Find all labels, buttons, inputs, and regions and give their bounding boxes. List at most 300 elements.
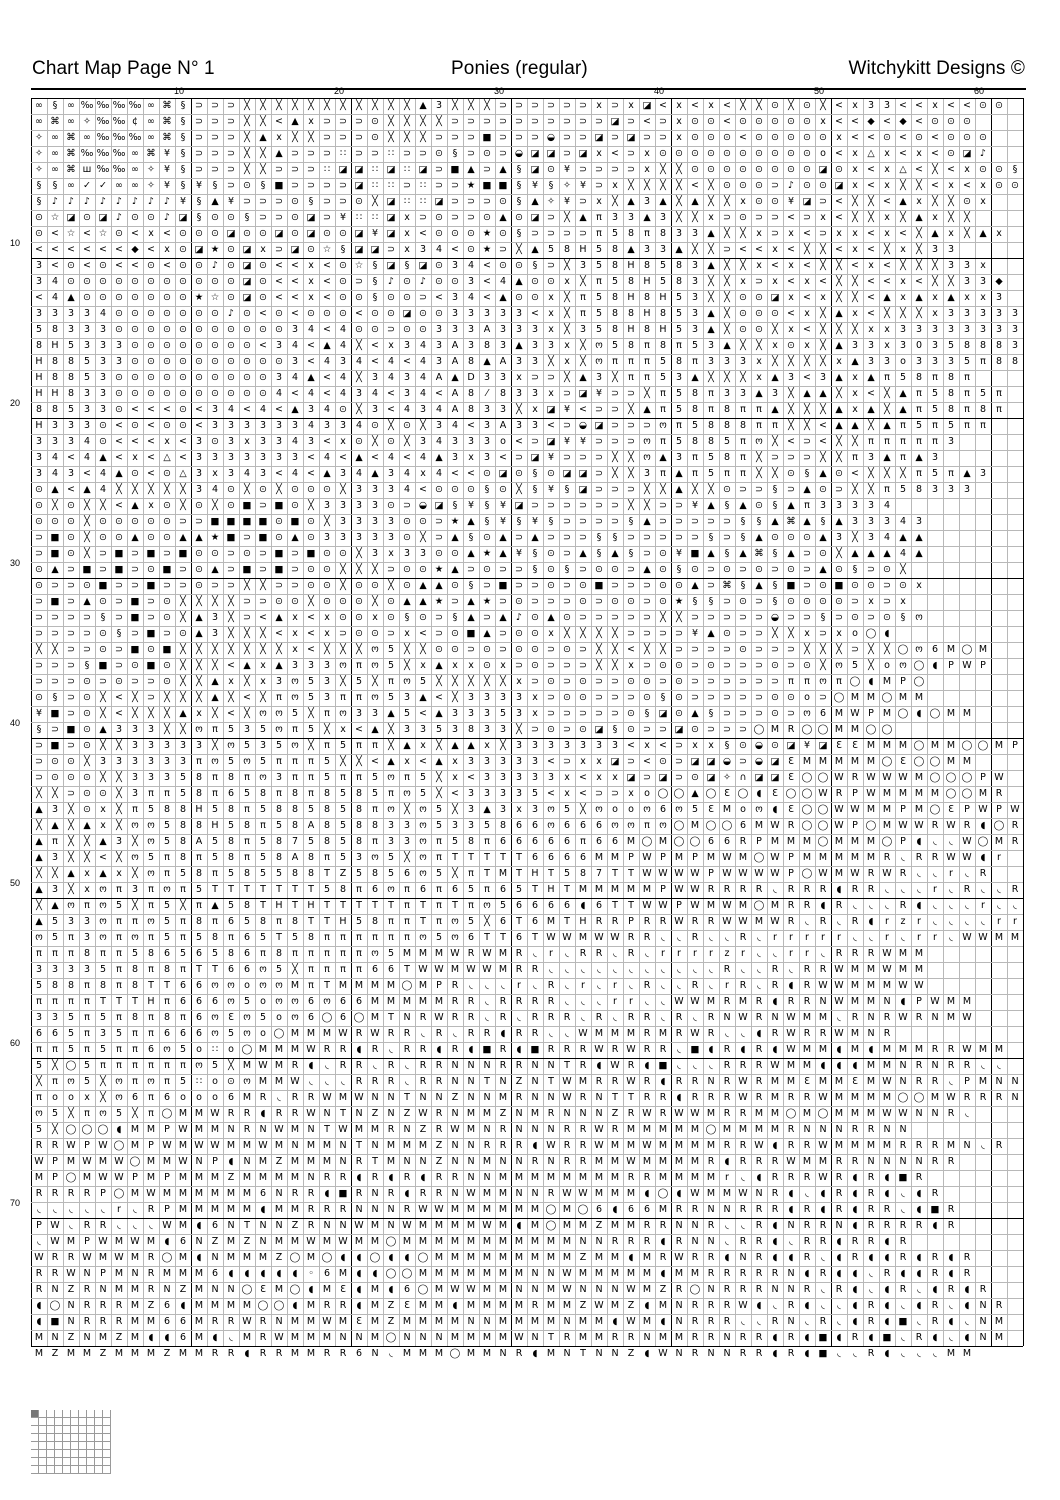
- stitch-symbol: ◪: [63, 210, 79, 226]
- stitch-symbol: ⊙: [431, 258, 447, 274]
- stitch-symbol: ⊃: [31, 674, 47, 690]
- stitch-symbol: M: [527, 1106, 543, 1122]
- stitch-symbol: ⊃: [543, 642, 559, 658]
- stitch-symbol: 8: [319, 802, 335, 818]
- stitch-symbol: §: [847, 562, 863, 578]
- stitch-symbol: M: [591, 1186, 607, 1202]
- stitch-symbol: 5: [239, 994, 255, 1010]
- stitch-symbol: ⊃: [127, 674, 143, 690]
- stitch-symbol: ◯: [927, 770, 943, 786]
- stitch-symbol: 8: [191, 914, 207, 930]
- stitch-symbol: H: [335, 914, 351, 930]
- stitch-symbol: 8: [47, 370, 63, 386]
- stitch-symbol: W: [639, 850, 655, 866]
- stitch-symbol: ╳: [639, 482, 655, 498]
- stitch-symbol: 3: [495, 754, 511, 770]
- stitch-symbol: 8: [671, 258, 687, 274]
- stitch-symbol: ⊙: [543, 674, 559, 690]
- stitch-symbol: R: [639, 1010, 655, 1026]
- stitch-symbol: ⊃: [751, 210, 767, 226]
- stitch-symbol: T: [623, 898, 639, 914]
- stitch-symbol: M: [767, 898, 783, 914]
- stitch-symbol: ╳: [207, 658, 223, 674]
- stitch-symbol: M: [191, 1202, 207, 1218]
- stitch-symbol: P: [991, 802, 1007, 818]
- stitch-symbol: ⊃: [575, 226, 591, 242]
- stitch-symbol: 6: [591, 898, 607, 914]
- stitch-symbol: ◖: [447, 1298, 463, 1314]
- stitch-symbol: 3: [31, 1010, 47, 1026]
- stitch-symbol: ◟: [303, 1074, 319, 1090]
- stitch-symbol: ⊙: [975, 162, 991, 178]
- stitch-symbol: x: [399, 226, 415, 242]
- stitch-symbol: 3: [287, 450, 303, 466]
- stitch-symbol: 3: [143, 754, 159, 770]
- stitch-symbol: ╳: [447, 98, 463, 114]
- stitch-symbol: ⊃: [415, 290, 431, 306]
- stitch-symbol: ⊙: [543, 274, 559, 290]
- stitch-symbol: R: [31, 1266, 47, 1282]
- stitch-symbol: ◟: [895, 1346, 911, 1362]
- stitch-symbol: R: [911, 1330, 927, 1346]
- stitch-symbol: M: [879, 818, 895, 834]
- stitch-symbol: M: [751, 818, 767, 834]
- stitch-symbol: ◖: [287, 1298, 303, 1314]
- stitch-symbol: ო: [415, 930, 431, 946]
- stitch-symbol: M: [175, 1186, 191, 1202]
- stitch-symbol: x: [575, 754, 591, 770]
- stitch-symbol: 5: [335, 802, 351, 818]
- stitch-symbol: r: [799, 930, 815, 946]
- stitch-symbol: ⊃: [527, 226, 543, 242]
- stitch-symbol: R: [1007, 818, 1023, 834]
- stitch-symbol: π: [239, 850, 255, 866]
- stitch-symbol: ¥: [367, 226, 383, 242]
- stitch-symbol: 8: [703, 434, 719, 450]
- stitch-symbol: ⊙: [143, 386, 159, 402]
- stitch-symbol: 5: [63, 1042, 79, 1058]
- stitch-symbol: R: [751, 1282, 767, 1298]
- stitch-symbol: ╳: [943, 210, 959, 226]
- stitch-symbol: ◟: [959, 1106, 975, 1122]
- stitch-symbol: ▲: [447, 738, 463, 754]
- stitch-symbol: §: [527, 482, 543, 498]
- stitch-symbol: x: [783, 322, 799, 338]
- stitch-symbol: 3: [287, 322, 303, 338]
- stitch-symbol: o: [847, 626, 863, 642]
- stitch-symbol: ╳: [863, 418, 879, 434]
- stitch-symbol: ◖: [719, 1250, 735, 1266]
- stitch-symbol: x: [911, 146, 927, 162]
- stitch-symbol: ⊃: [783, 642, 799, 658]
- stitch-symbol: ▲: [575, 546, 591, 562]
- stitch-symbol: ⊃: [703, 722, 719, 738]
- stitch-symbol: M: [687, 1266, 703, 1282]
- stitch-symbol: N: [543, 1122, 559, 1138]
- stitch-symbol: §: [511, 162, 527, 178]
- stitch-symbol: π: [239, 770, 255, 786]
- stitch-symbol: ო: [367, 690, 383, 706]
- stitch-symbol: M: [975, 642, 991, 658]
- stitch-symbol: ო: [271, 722, 287, 738]
- stitch-symbol: M: [191, 1282, 207, 1298]
- stitch-symbol: §: [399, 258, 415, 274]
- stitch-symbol: Z: [63, 1330, 79, 1346]
- stitch-symbol: ◖: [911, 898, 927, 914]
- stitch-symbol: M: [911, 1042, 927, 1058]
- stitch-symbol: ╳: [31, 866, 47, 882]
- stitch-symbol: ◖: [783, 1186, 799, 1202]
- stitch-symbol: 3: [591, 370, 607, 386]
- stitch-symbol: N: [703, 1346, 719, 1362]
- stitch-symbol: ◖: [879, 1234, 895, 1250]
- stitch-symbol: W: [911, 978, 927, 994]
- stitch-symbol: ╳: [959, 226, 975, 242]
- stitch-symbol: ⊃: [735, 562, 751, 578]
- stitch-symbol: ∞: [127, 178, 143, 194]
- stitch-symbol: R: [767, 1170, 783, 1186]
- stitch-symbol: ╳: [463, 98, 479, 114]
- stitch-symbol: x: [559, 786, 575, 802]
- stitch-symbol: ⊃: [607, 674, 623, 690]
- stitch-symbol: W: [767, 866, 783, 882]
- stitch-symbol: x: [831, 226, 847, 242]
- stitch-symbol: x: [399, 210, 415, 226]
- stitch-symbol: ╳: [911, 242, 927, 258]
- stitch-symbol: M: [767, 1106, 783, 1122]
- stitch-symbol: <: [431, 690, 447, 706]
- stitch-symbol: x: [335, 434, 351, 450]
- stitch-symbol: ◟: [383, 1346, 399, 1362]
- stitch-symbol: ⊃: [575, 706, 591, 722]
- stitch-symbol: <: [431, 290, 447, 306]
- stitch-symbol: 8: [63, 354, 79, 370]
- stitch-symbol: ╳: [927, 258, 943, 274]
- stitch-symbol: P: [943, 658, 959, 674]
- stitch-symbol: ◯: [975, 738, 991, 754]
- stitch-symbol: ⊃: [335, 194, 351, 210]
- stitch-symbol: r: [911, 930, 927, 946]
- page-map-cell: [95, 1434, 103, 1442]
- stitch-symbol: 3: [271, 450, 287, 466]
- stitch-symbol: ◟: [607, 962, 623, 978]
- stitch-symbol: x: [319, 610, 335, 626]
- stitch-symbol: ★: [479, 226, 495, 242]
- stitch-symbol: ¥: [175, 194, 191, 210]
- stitch-symbol: ⊃: [31, 626, 47, 642]
- stitch-symbol: ⊙: [367, 114, 383, 130]
- stitch-symbol: R: [431, 1074, 447, 1090]
- stitch-symbol: ⊃: [815, 194, 831, 210]
- page-map-cell: [31, 1458, 39, 1466]
- stitch-symbol: R: [959, 1266, 975, 1282]
- stitch-symbol: ⊙: [111, 290, 127, 306]
- stitch-symbol: π: [143, 786, 159, 802]
- stitch-symbol: ⊙: [127, 418, 143, 434]
- stitch-symbol: R: [543, 1106, 559, 1122]
- stitch-symbol: ◖: [911, 1186, 927, 1202]
- stitch-symbol: N: [303, 1170, 319, 1186]
- stitch-symbol: 3: [271, 418, 287, 434]
- stitch-symbol: ╳: [479, 674, 495, 690]
- stitch-symbol: ∞: [127, 162, 143, 178]
- stitch-symbol: ◒: [719, 754, 735, 770]
- stitch-symbol: ╳: [239, 130, 255, 146]
- stitch-symbol: 6: [447, 882, 463, 898]
- stitch-symbol: 7: [591, 866, 607, 882]
- stitch-symbol: W: [687, 866, 703, 882]
- stitch-symbol: ¥: [527, 514, 543, 530]
- stitch-symbol: 3: [671, 370, 687, 386]
- stitch-symbol: ◪: [543, 402, 559, 418]
- stitch-symbol: 3: [543, 770, 559, 786]
- stitch-symbol: x: [815, 290, 831, 306]
- stitch-symbol: <: [111, 434, 127, 450]
- stitch-symbol: ╳: [239, 162, 255, 178]
- stitch-symbol: ⊃: [511, 562, 527, 578]
- stitch-symbol: π: [655, 466, 671, 482]
- stitch-symbol: <: [271, 466, 287, 482]
- stitch-symbol: 6: [575, 850, 591, 866]
- stitch-symbol: T: [607, 866, 623, 882]
- stitch-symbol: R: [671, 1202, 687, 1218]
- stitch-symbol: ⊃: [287, 562, 303, 578]
- stitch-symbol: R: [767, 1186, 783, 1202]
- stitch-symbol: M: [415, 1298, 431, 1314]
- stitch-symbol: W: [735, 1298, 751, 1314]
- stitch-symbol: N: [63, 1298, 79, 1314]
- stitch-symbol: ◟: [975, 882, 991, 898]
- stitch-symbol: 4: [95, 482, 111, 498]
- stitch-symbol: o: [879, 658, 895, 674]
- stitch-symbol: ◯: [959, 642, 975, 658]
- stitch-symbol: W: [959, 1042, 975, 1058]
- stitch-symbol: <: [319, 258, 335, 274]
- stitch-symbol: R: [799, 962, 815, 978]
- stitch-symbol: ╳: [431, 770, 447, 786]
- stitch-symbol: <: [959, 98, 975, 114]
- stitch-symbol: 3: [223, 418, 239, 434]
- stitch-symbol: T: [319, 898, 335, 914]
- stitch-symbol: Z: [591, 1218, 607, 1234]
- stitch-symbol: M: [415, 946, 431, 962]
- stitch-symbol: R: [527, 1154, 543, 1170]
- stitch-symbol: r: [927, 882, 943, 898]
- stitch-symbol: π: [319, 706, 335, 722]
- stitch-symbol: 3: [511, 322, 527, 338]
- stitch-symbol: R: [639, 1074, 655, 1090]
- stitch-symbol: ◪: [751, 770, 767, 786]
- stitch-symbol: W: [415, 1202, 431, 1218]
- stitch-symbol: ⊙: [111, 322, 127, 338]
- stitch-symbol: R: [975, 1090, 991, 1106]
- stitch-symbol: N: [383, 1106, 399, 1122]
- stitch-symbol: M: [111, 1282, 127, 1298]
- stitch-symbol: M: [367, 1218, 383, 1234]
- stitch-symbol: ◖: [31, 1314, 47, 1330]
- stitch-symbol: T: [415, 898, 431, 914]
- stitch-symbol: M: [367, 1314, 383, 1330]
- stitch-symbol: W: [927, 994, 943, 1010]
- stitch-symbol: ⊃: [575, 114, 591, 130]
- stitch-symbol: 3: [927, 242, 943, 258]
- stitch-symbol: 3: [511, 354, 527, 370]
- stitch-symbol: o: [607, 802, 623, 818]
- stitch-symbol: ⊃: [719, 530, 735, 546]
- stitch-symbol: ⊙: [95, 642, 111, 658]
- stitch-symbol: 5: [255, 850, 271, 866]
- stitch-symbol: ⊃: [63, 786, 79, 802]
- stitch-symbol: ◯: [271, 1026, 287, 1042]
- stitch-symbol: M: [255, 1154, 271, 1170]
- stitch-symbol: ⊃: [767, 562, 783, 578]
- stitch-symbol: ■: [687, 546, 703, 562]
- stitch-symbol: 5: [239, 914, 255, 930]
- stitch-symbol: ⊃: [351, 114, 367, 130]
- stitch-symbol: π: [351, 946, 367, 962]
- stitch-symbol: ⊃: [79, 626, 95, 642]
- stitch-symbol: <: [383, 386, 399, 402]
- stitch-symbol: N: [223, 1282, 239, 1298]
- stitch-symbol: M: [559, 1218, 575, 1234]
- stitch-symbol: 6: [191, 1026, 207, 1042]
- stitch-symbol: ⊃: [63, 610, 79, 626]
- stitch-symbol: R: [399, 1202, 415, 1218]
- stitch-symbol: 3: [431, 322, 447, 338]
- stitch-symbol: π: [127, 1026, 143, 1042]
- stitch-symbol: N: [191, 1154, 207, 1170]
- stitch-symbol: ⊃: [783, 658, 799, 674]
- stitch-symbol: ╳: [735, 226, 751, 242]
- stitch-symbol: ⊙: [767, 98, 783, 114]
- stitch-symbol: §: [175, 114, 191, 130]
- stitch-symbol: ╳: [63, 1106, 79, 1122]
- stitch-symbol: 3: [527, 738, 543, 754]
- stitch-symbol: W: [159, 1218, 175, 1234]
- stitch-symbol: ◟: [655, 962, 671, 978]
- stitch-symbol: ╳: [863, 658, 879, 674]
- stitch-symbol: ╳: [255, 146, 271, 162]
- stitch-symbol: π: [143, 930, 159, 946]
- stitch-symbol: π: [735, 402, 751, 418]
- stitch-symbol: Ɛ: [335, 1282, 351, 1298]
- stitch-symbol: ⊙: [127, 274, 143, 290]
- stitch-symbol: ◪: [399, 306, 415, 322]
- stitch-symbol: ო: [63, 1074, 79, 1090]
- stitch-symbol: ⊙: [447, 274, 463, 290]
- stitch-symbol: M: [735, 994, 751, 1010]
- stitch-symbol: M: [591, 1314, 607, 1330]
- stitch-symbol: π: [383, 930, 399, 946]
- stitch-symbol: 8: [1007, 354, 1023, 370]
- stitch-symbol: ⊃: [191, 162, 207, 178]
- stitch-symbol: <: [143, 242, 159, 258]
- stitch-symbol: 3: [143, 738, 159, 754]
- stitch-symbol: N: [543, 1266, 559, 1282]
- stitch-symbol: ╳: [543, 354, 559, 370]
- stitch-symbol: ◪: [351, 226, 367, 242]
- stitch-symbol: R: [863, 1314, 879, 1330]
- stitch-symbol: ╳: [399, 130, 415, 146]
- stitch-symbol: ╳: [159, 706, 175, 722]
- stitch-symbol: 5: [287, 706, 303, 722]
- stitch-symbol: ¥: [687, 626, 703, 642]
- stitch-symbol: <: [879, 274, 895, 290]
- stitch-symbol: π: [911, 466, 927, 482]
- stitch-symbol: M: [863, 994, 879, 1010]
- stitch-symbol: ⊙: [127, 290, 143, 306]
- stitch-symbol: ⊙: [959, 130, 975, 146]
- stitch-symbol: 3: [959, 258, 975, 274]
- stitch-symbol: 8: [175, 834, 191, 850]
- stitch-symbol: 4: [287, 466, 303, 482]
- stitch-symbol: ◖: [847, 1058, 863, 1074]
- stitch-symbol: M: [495, 866, 511, 882]
- stitch-symbol: ◯: [799, 866, 815, 882]
- stitch-symbol: R: [719, 1106, 735, 1122]
- stitch-symbol: x: [703, 210, 719, 226]
- stitch-symbol: ო: [607, 818, 623, 834]
- stitch-symbol: ⊙: [783, 130, 799, 146]
- stitch-symbol: M: [127, 1282, 143, 1298]
- stitch-symbol: ◖: [351, 1042, 367, 1058]
- stitch-symbol: ⊙: [399, 418, 415, 434]
- stitch-symbol: ¥: [575, 434, 591, 450]
- stitch-symbol: §: [111, 626, 127, 642]
- stitch-symbol: 3: [815, 370, 831, 386]
- stitch-symbol: ╳: [751, 450, 767, 466]
- stitch-symbol: ╳: [351, 370, 367, 386]
- stitch-symbol: 5: [255, 866, 271, 882]
- stitch-symbol: ⊙: [335, 402, 351, 418]
- stitch-symbol: ⊙: [399, 530, 415, 546]
- stitch-symbol: ⊃: [287, 546, 303, 562]
- stitch-symbol: <: [639, 114, 655, 130]
- stitch-symbol: R: [751, 1234, 767, 1250]
- stitch-symbol: ◟: [895, 1202, 911, 1218]
- stitch-symbol: ▲: [655, 194, 671, 210]
- stitch-symbol: ⊃: [431, 610, 447, 626]
- stitch-symbol: ╳: [159, 482, 175, 498]
- page-map-cell: [71, 1410, 79, 1418]
- stitch-symbol: <: [95, 242, 111, 258]
- stitch-symbol: ╳: [207, 594, 223, 610]
- stitch-symbol: ╳: [639, 498, 655, 514]
- stitch-symbol: M: [495, 1186, 511, 1202]
- stitch-symbol: ⊃: [735, 722, 751, 738]
- stitch-symbol: π: [799, 498, 815, 514]
- stitch-symbol: R: [703, 1298, 719, 1314]
- stitch-symbol: §: [79, 658, 95, 674]
- stitch-symbol: ⊙: [751, 178, 767, 194]
- stitch-symbol: M: [495, 946, 511, 962]
- stitch-symbol: 8: [239, 818, 255, 834]
- stitch-symbol: ╳: [927, 274, 943, 290]
- stitch-symbol: R: [783, 722, 799, 738]
- stitch-symbol: N: [351, 1202, 367, 1218]
- stitch-symbol: ⊃: [479, 162, 495, 178]
- stitch-symbol: x: [959, 162, 975, 178]
- stitch-symbol: ∷: [415, 194, 431, 210]
- stitch-symbol: π: [991, 386, 1007, 402]
- stitch-symbol: <: [799, 370, 815, 386]
- stitch-symbol: ◟: [895, 882, 911, 898]
- stitch-symbol: M: [495, 1282, 511, 1298]
- stitch-symbol: R: [527, 1026, 543, 1042]
- stitch-symbol: ⊙: [367, 306, 383, 322]
- stitch-symbol: ო: [415, 834, 431, 850]
- stitch-symbol: ╳: [383, 578, 399, 594]
